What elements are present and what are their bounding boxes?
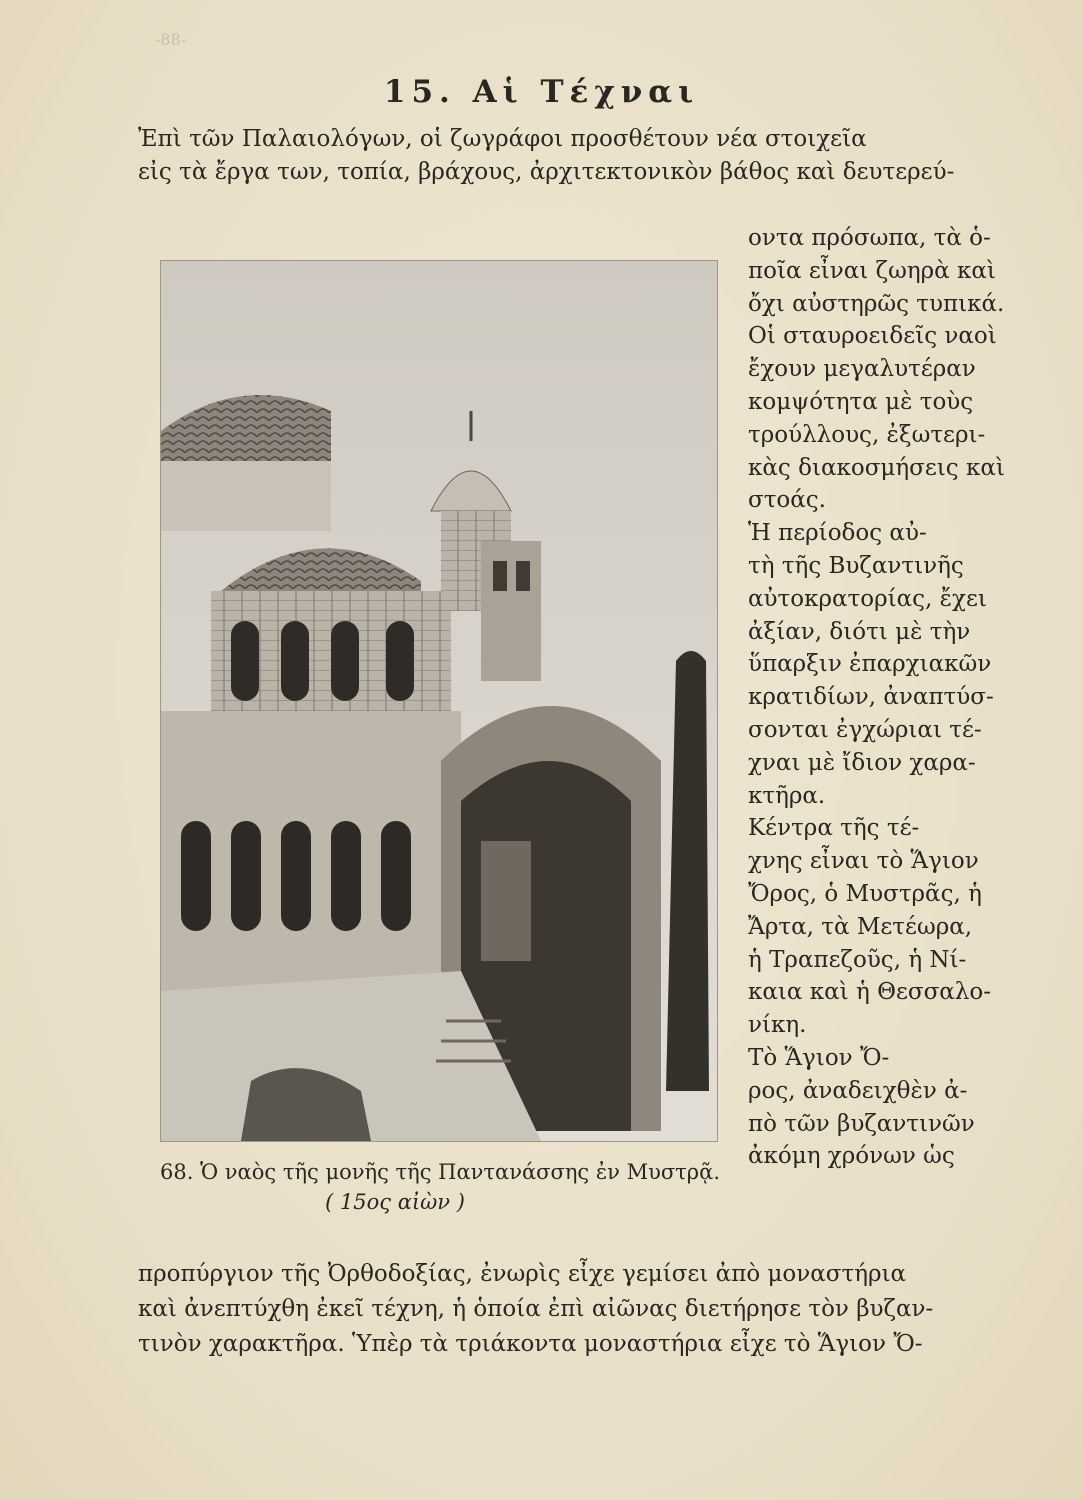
text-line: νίκη.: [748, 1012, 807, 1039]
text-line: αὐτοκρατορίας, ἔχει: [748, 585, 987, 612]
text-line: Ἄρτα, τὰ Μετέωρα,: [748, 913, 973, 940]
text-line: κομψότητα μὲ τοὺς: [748, 389, 974, 415]
text-line: τινὸν χαρακτῆρα. Ὑπὲρ τὰ τριάκοντα μοναστήρια εἶχε τὸ Ἅγιον Ὄ-: [138, 1331, 923, 1357]
text-line: ὕπαρξιν ἐπαρχιακῶν: [748, 651, 992, 678]
text-line: κρατιδίων, ἀναπτύσ-: [748, 684, 994, 711]
text-line: Ὄρος, ὁ Μυστρᾶς, ἡ: [748, 881, 982, 907]
text-line: καὶ ἀνεπτύχθη ἐκεῖ τέχνη, ἡ ὁποία ἐπὶ αἰῶνας διετήρησε τὸν βυζαν-: [138, 1296, 934, 1322]
text-line: εἰς τὰ ἔργα των, τοπία, βράχους, ἀρχιτεκτονικὸν βάθος καὶ δευτερεύ-: [138, 159, 955, 185]
text-line: ἡ Τραπεζοῦς, ἡ Νί-: [748, 946, 967, 973]
text-line: τὴ τῆς Βυζαντινῆς: [748, 553, 964, 579]
text-line: ἀξίαν, διότι μὲ τὴν: [748, 618, 971, 645]
text-line: κὰς διακοσμήσεις καὶ: [748, 454, 1005, 481]
text-line: ποῖα εἶναι ζωηρὰ καὶ: [748, 257, 996, 284]
text-line: καια καὶ ἡ Θεσσαλο-: [748, 979, 991, 1006]
text-line: χναι μὲ ἴδιον χαρα-: [748, 749, 976, 776]
page-title: 15. Αἱ Τέχναι: [383, 74, 700, 110]
page-folio: -88-: [155, 30, 187, 49]
text-line: στοάς.: [748, 487, 826, 514]
figure-caption: 68. Ὁ ναὸς τῆς μονῆς τῆς Παντανάσσης ἐν Μυστρᾷ.: [160, 1160, 720, 1184]
text-line: Ἐπὶ τῶν Παλαιολόγων, οἱ ζωγράφοι προσθέτουν νέα στοιχεῖα: [138, 126, 867, 152]
church-photo-icon: [160, 260, 718, 1142]
text-line: ὄχι αὐστηρῶς τυπικά.: [748, 290, 1005, 317]
text-line: Τὸ Ἅγιον Ὄ-: [748, 1045, 890, 1071]
text-line: Οἱ σταυροειδεῖς ναοὶ: [748, 323, 997, 350]
text-line: ρος, ἀναδειχθὲν ἀ-: [748, 1077, 968, 1104]
text-line: χνης εἶναι τὸ Ἅγιον: [748, 848, 979, 875]
text-line: σονται ἐγχώριαι τέ-: [748, 717, 982, 743]
text-line: πὸ τῶν βυζαντινῶν: [748, 1110, 975, 1137]
text-line: Ἡ περίοδος αὐ-: [748, 520, 927, 547]
text-line: ἀκόμη χρόνων ὡς: [748, 1143, 955, 1170]
text-line: κτῆρα.: [748, 782, 826, 809]
text-line: προπύργιον τῆς Ὀρθοδοξίας, ἐνωρὶς εἶχε γεμίσει ἀπὸ μοναστήρια: [138, 1261, 907, 1287]
text-line: ἔχουν μεγαλυτέραν: [748, 356, 976, 383]
text-line: τρούλλους, ἐξωτερι-: [748, 421, 986, 448]
figure-caption-date: ( 15ος αἰὼν ): [325, 1190, 465, 1214]
text-line: Κέντρα τῆς τέ-: [748, 815, 920, 842]
text-line: οντα πρόσωπα, τὰ ὁ-: [748, 225, 991, 251]
